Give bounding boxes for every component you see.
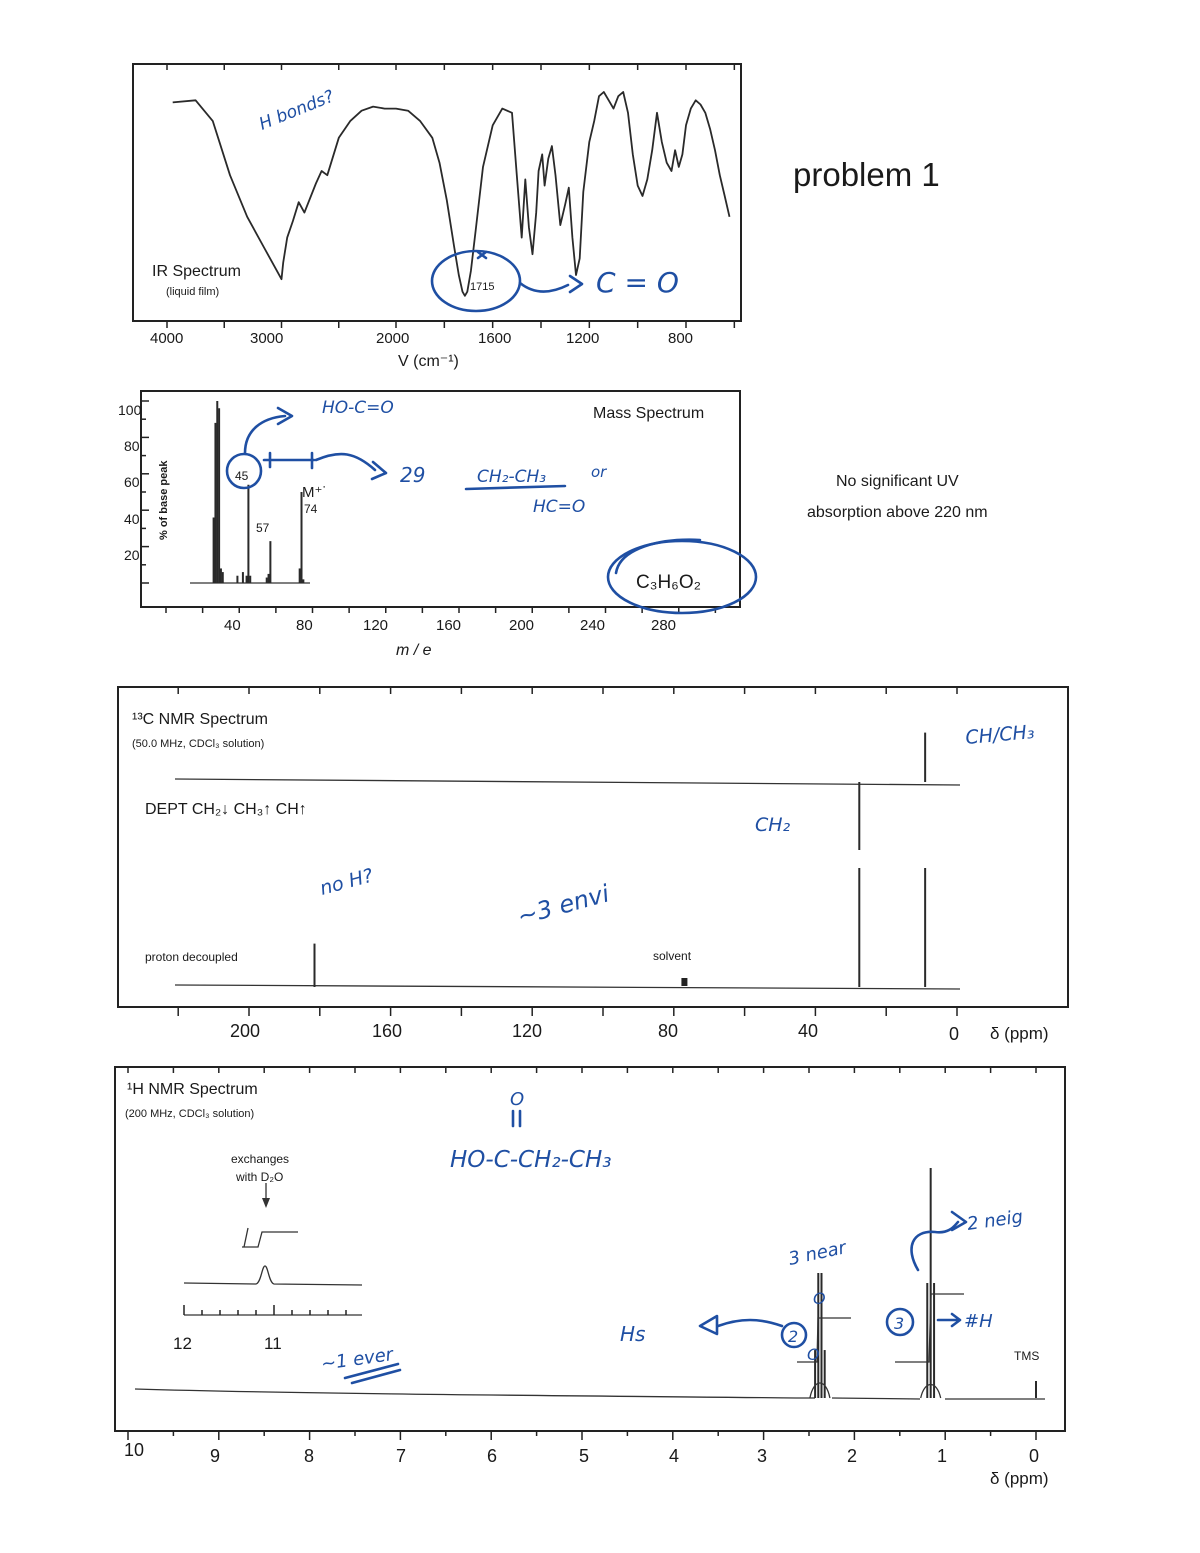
ms-title: Mass Spectrum	[593, 405, 705, 422]
h1-integral-triplet	[895, 1294, 964, 1362]
h1-tick-3: 3	[757, 1446, 768, 1466]
h1-x-axis-label: δ (ppm)	[990, 1469, 1049, 1488]
ir-x-axis-label: V (cm⁻¹)	[398, 353, 459, 370]
ink-ratio-2-top: O	[813, 1289, 826, 1308]
ink-arrow-loss	[316, 454, 375, 470]
ms-xtick-280: 280	[651, 617, 677, 634]
ms-y-axis-label: % of base peak	[158, 460, 170, 540]
ms-x-axis-label: m / e	[396, 642, 432, 659]
ms-ytick-80: 80	[124, 438, 140, 454]
ir-title: IR Spectrum	[152, 263, 241, 280]
inset-label-line-1: exchanges	[231, 1152, 290, 1166]
ms-panel	[118, 391, 740, 659]
c13-x-axis-label: δ (ppm)	[990, 1024, 1049, 1043]
inset-tick-11: 11	[264, 1334, 282, 1353]
h1-peaks	[810, 1168, 1036, 1398]
ir-tick-1600: 1600	[478, 330, 512, 347]
h1-axis-ticks	[128, 1067, 1036, 1440]
ink-no-h: no H?	[317, 864, 376, 900]
c13-panel	[118, 687, 1068, 1044]
ir-panel	[133, 64, 741, 370]
h1-tick-2: 2	[847, 1446, 858, 1466]
ms-ytick-60: 60	[124, 474, 140, 490]
ink-h-label: #H	[964, 1311, 993, 1332]
c13-tick-40: 40	[798, 1021, 819, 1041]
ink-3-near: 3 near	[786, 1237, 848, 1270]
inset-tick-12: 12	[173, 1334, 192, 1353]
ink-fragment-hoco: HO-C=O	[322, 398, 394, 418]
ms-label-molecular-ion: M⁺˙	[302, 484, 328, 501]
ink-ch2: CH₂	[755, 814, 791, 836]
inset-arrow-head	[262, 1198, 270, 1208]
c13-tick-80: 80	[658, 1021, 679, 1041]
c13-tick-160: 160	[372, 1021, 403, 1041]
c13-solvent-peak	[681, 978, 687, 986]
ms-xtick-40: 40	[224, 617, 241, 634]
ink-mass-29: 29	[400, 463, 426, 487]
h1-frame	[115, 1067, 1065, 1431]
h1-tick-6: 6	[487, 1446, 498, 1466]
ink-triangle-arrow	[700, 1316, 717, 1334]
h1-tick-1: 1	[937, 1446, 948, 1466]
uv-note-line-1: No significant UV	[836, 473, 959, 490]
h1-panel	[115, 1067, 1065, 1488]
ms-label-57: 57	[256, 521, 270, 535]
ms-ytick-40: 40	[124, 511, 140, 527]
ms-molecular-formula: C₃H₆O₂	[636, 572, 701, 593]
ms-ytick-100: 100	[118, 402, 142, 418]
ink-ratio-3: 3	[894, 1314, 905, 1333]
h1-tms-label: TMS	[1014, 1349, 1040, 1363]
ms-label-74: 74	[304, 502, 318, 516]
c13-dept-label: DEPT CH₂↓ CH₃↑ CH↑	[145, 801, 307, 818]
ink-or: or	[591, 463, 607, 481]
ir-tick-3000: 3000	[250, 330, 284, 347]
h1-tick-10: 10	[124, 1440, 145, 1460]
ink-circle-formula-overstroke	[616, 540, 700, 573]
ink-ch-ch3: CH/CH₃	[964, 721, 1036, 749]
h1-subtitle: (200 MHz, CDCl₃ solution)	[125, 1108, 255, 1120]
ink-arrow-h	[938, 1314, 960, 1326]
inset-label-line-2: with D₂O	[236, 1170, 284, 1184]
c13-peaks	[314, 733, 925, 987]
ink-arrow-hs	[718, 1320, 782, 1326]
h1-baseline-left	[135, 1389, 815, 1398]
ir-tick-800: 800	[668, 330, 694, 347]
c13-tick-0: 0	[949, 1024, 960, 1044]
ink-ratio-2-bot: O	[807, 1345, 820, 1364]
ms-xtick-120: 120	[363, 617, 389, 634]
ms-label-45: 45	[235, 469, 249, 483]
c13-subtitle: (50.0 MHz, CDCl₃ solution)	[132, 738, 265, 750]
ms-peaks	[214, 401, 304, 583]
ink-hs: Hs	[620, 1322, 646, 1346]
h1-inset	[173, 1152, 362, 1353]
h1-tick-9: 9	[210, 1446, 221, 1466]
inset-axis-ticks	[184, 1305, 346, 1315]
ink-hc-o: HC=O	[533, 497, 586, 517]
h1-tick-5: 5	[579, 1446, 590, 1466]
ms-axis-ticks	[141, 401, 715, 613]
ink-note-downfield: ~1 ever	[319, 1344, 395, 1375]
c13-proton-decoupled-label: proton decoupled	[145, 950, 238, 964]
ir-subtitle: (liquid film)	[166, 286, 220, 298]
ir-tick-4000: 4000	[150, 330, 184, 347]
h1-tick-0: 0	[1029, 1446, 1040, 1466]
ink-env: ~3 envi	[514, 879, 613, 931]
c13-dept-baseline	[175, 779, 960, 785]
ms-xtick-240: 240	[580, 617, 606, 634]
handwritten-annotations	[227, 87, 1035, 1383]
ink-arrow-carbonyl	[520, 283, 568, 292]
problem-title: problem 1	[793, 156, 940, 193]
c13-tick-120: 120	[512, 1021, 543, 1041]
h1-tick-4: 4	[669, 1446, 680, 1466]
h1-tick-8: 8	[304, 1446, 315, 1466]
ms-xtick-80: 80	[296, 617, 313, 634]
ms-xtick-160: 160	[436, 617, 462, 634]
c13-title: ¹³C NMR Spectrum	[132, 711, 269, 728]
ink-arrowhead-carbonyl	[570, 276, 582, 292]
c13-axis-ticks	[178, 687, 957, 1016]
ir-tick-1200: 1200	[566, 330, 600, 347]
h1-tick-7: 7	[396, 1446, 407, 1466]
uv-note-line-2: absorption above 220 nm	[807, 504, 988, 521]
ink-arrow-45	[245, 416, 285, 453]
h1-title: ¹H NMR Spectrum	[127, 1081, 258, 1098]
inset-peak	[184, 1266, 362, 1285]
ink-carbonyl: C = O	[596, 266, 679, 299]
ms-xtick-200: 200	[509, 617, 535, 634]
ink-ratio-2: 2	[788, 1327, 799, 1346]
ink-structure-chain: HO-C-CH₂-CH₃	[450, 1147, 612, 1173]
h1-baseline-right	[832, 1398, 1045, 1399]
ink-h-bonds: H bonds?	[256, 86, 337, 135]
ink-2-neig: 2 neig	[965, 1206, 1025, 1235]
h1-quartet-envelope	[810, 1383, 830, 1398]
ms-ytick-20: 20	[124, 547, 140, 563]
ink-bracket-loss	[264, 453, 314, 468]
inset-integral	[242, 1232, 298, 1247]
inset-integral-mark	[244, 1228, 248, 1247]
c13-decoupled-baseline	[175, 985, 960, 989]
ink-ch2ch3: CH₂-CH₃	[477, 467, 547, 487]
ir-peak-label-1715: 1715	[470, 281, 495, 293]
ink-structure-o: O	[510, 1089, 525, 1110]
c13-solvent-label: solvent	[653, 949, 692, 963]
c13-tick-200: 200	[230, 1021, 261, 1041]
ir-tick-2000: 2000	[376, 330, 410, 347]
